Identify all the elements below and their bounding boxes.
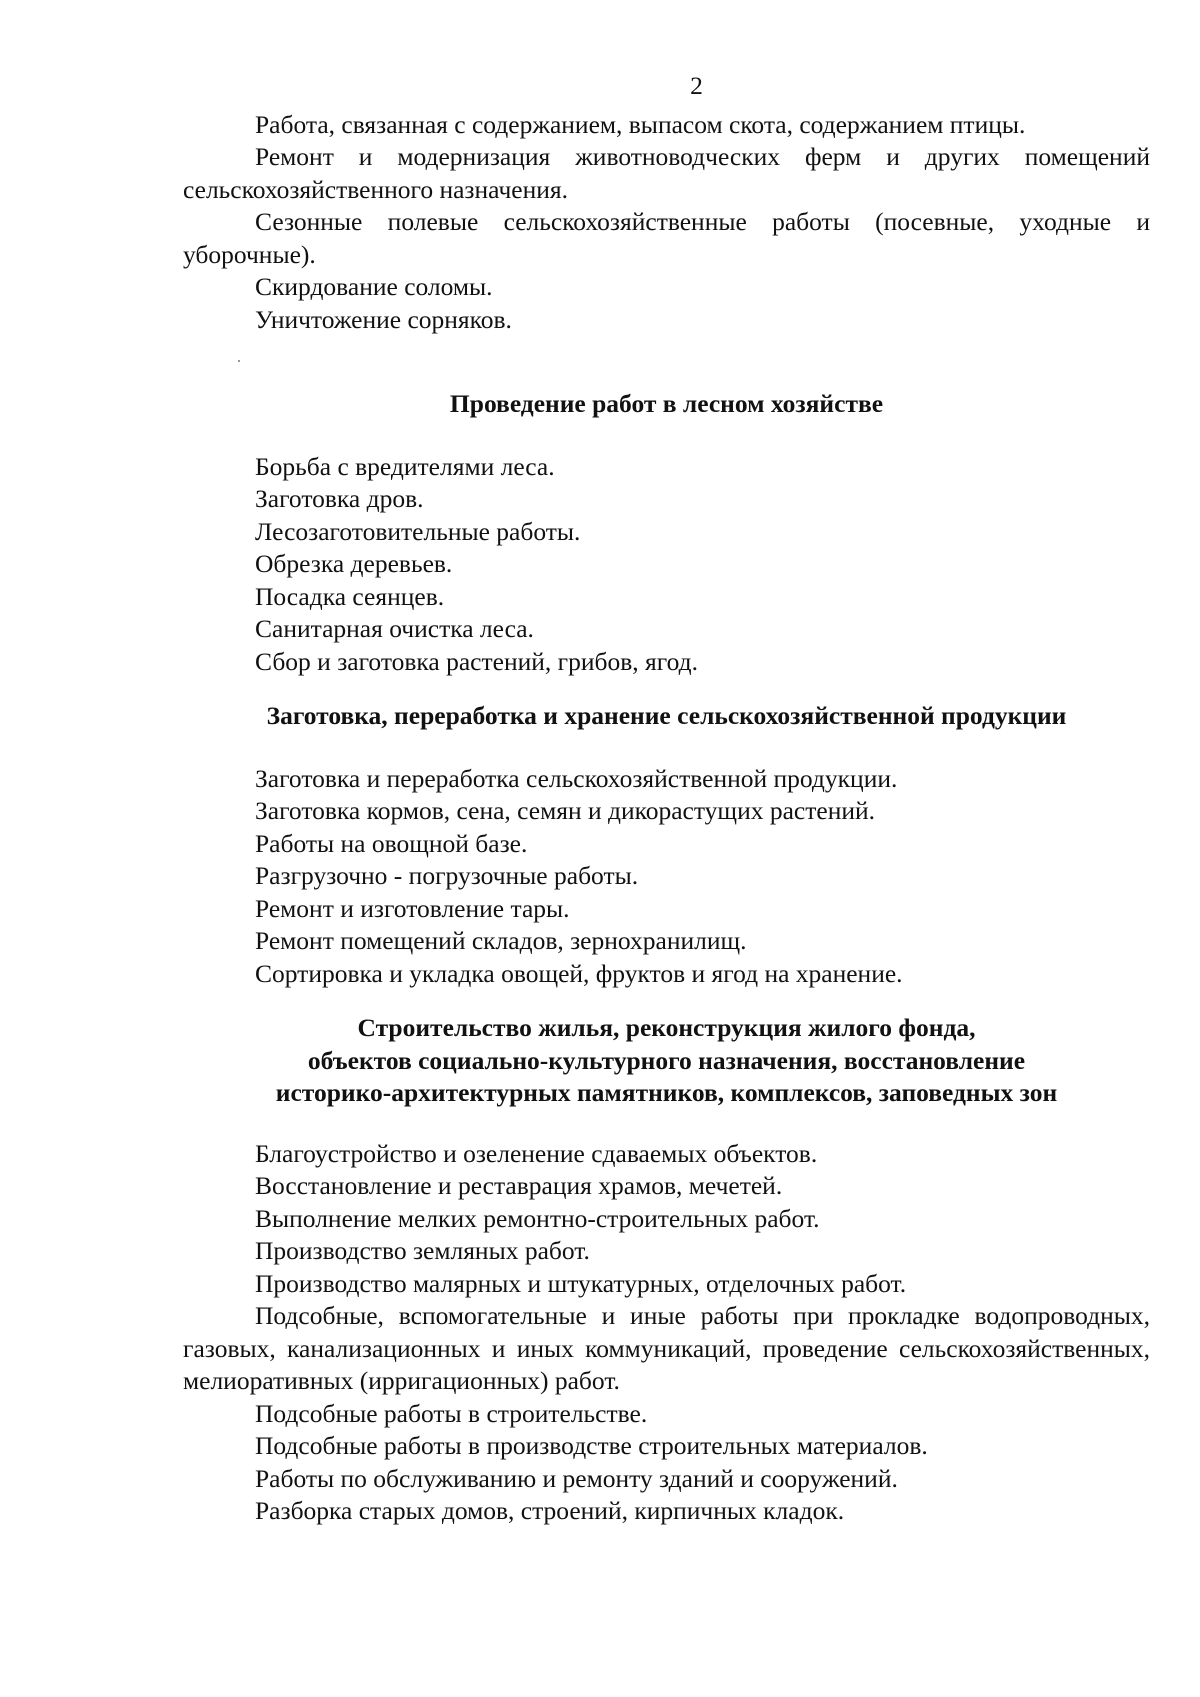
list-item: Подсобные, вспомогательные и иные работы при прокладке водопроводных, газовых, канализационных и иных коммуникаций, проведение сельскохозяйственных, мелиоративных (ирригационных) работ. (183, 1301, 1150, 1395)
list-item: Посадка сеянцев. (255, 581, 445, 611)
list-item: Благоустройство и озеленение сдаваемых объектов. (255, 1138, 818, 1168)
list-item: Сбор и заготовка растений, грибов, ягод. (255, 646, 698, 676)
list-item: Лесозаготовительные работы. (255, 516, 581, 546)
list-item: Разгрузочно - погрузочные работы. (255, 861, 639, 890)
intro-paragraph: Скирдование соломы. (255, 272, 493, 301)
heading-line: историко-архитектурных памятников, комплексов, заповедных зон (275, 1078, 1058, 1107)
list-item: Заготовка дров. (255, 484, 424, 513)
list-item: Производство малярных и штукатурных, отделочных работ. (255, 1268, 907, 1298)
list-item: Заготовка кормов, сена, семян и дикорастущих растений. (255, 796, 876, 825)
list-item: Разборка старых домов, строений, кирпичных кладок. (255, 1496, 845, 1525)
section-heading-agriproducts: Заготовка, переработка и хранение сельскохозяйственной продукции (266, 701, 1067, 730)
list-item: Сортировка и укладка овощей, фруктов и ягод на хранение. (255, 958, 903, 988)
list-item: Восстановление и реставрация храмов, мечетей. (255, 1171, 783, 1200)
list-item: Подсобные работы в производстве строительных материалов. (255, 1431, 928, 1460)
heading-line: Строительство жилья, реконструкция жилого фонда, (357, 1013, 976, 1042)
list-item: Выполнение мелких ремонтно-строительных работ. (255, 1203, 820, 1233)
list-item: Работы на овощной базе. (255, 828, 528, 858)
list-item: Обрезка деревьев. (255, 549, 453, 578)
list-item: Заготовка и переработка сельскохозяйственной продукции. (255, 763, 898, 793)
intro-paragraph: Уничтожение сорняков. (255, 304, 512, 334)
section-heading-forestry: Проведение работ в лесном хозяйстве (449, 389, 884, 418)
list-item: Подсобные работы в строительстве. (255, 1398, 648, 1428)
page-number: 2 (690, 71, 703, 100)
section-heading-construction (183, 1012, 1150, 1110)
section-list-construction (183, 1138, 1150, 1528)
scan-speck (238, 360, 240, 362)
list-item: Санитарная очистка леса. (255, 614, 534, 643)
intro-paragraph: Ремонт и модернизация животноводческих ферм и других помещений сельскохозяйственного назначения. (183, 142, 1150, 204)
heading-line: объектов социально-культурного назначения, восстановление (307, 1045, 1026, 1075)
section-list-agriproducts (183, 763, 1150, 991)
list-item: Работы по обслуживанию и ремонту зданий и сооружений. (255, 1463, 898, 1493)
intro-paragraph: Работа, связанная с содержанием, выпасом скота, содержанием птицы. (255, 109, 1026, 139)
section-list-forestry (183, 451, 1150, 679)
list-item: Производство земляных работ. (255, 1236, 590, 1265)
intro-paragraph: Сезонные полевые сельскохозяйственные работы (посевные, уходные и уборочные). (183, 207, 1150, 269)
list-item: Ремонт помещений складов, зернохранилищ. (255, 926, 747, 955)
list-item: Борьба с вредителями леса. (255, 451, 555, 481)
list-item: Ремонт и изготовление тары. (255, 893, 570, 923)
